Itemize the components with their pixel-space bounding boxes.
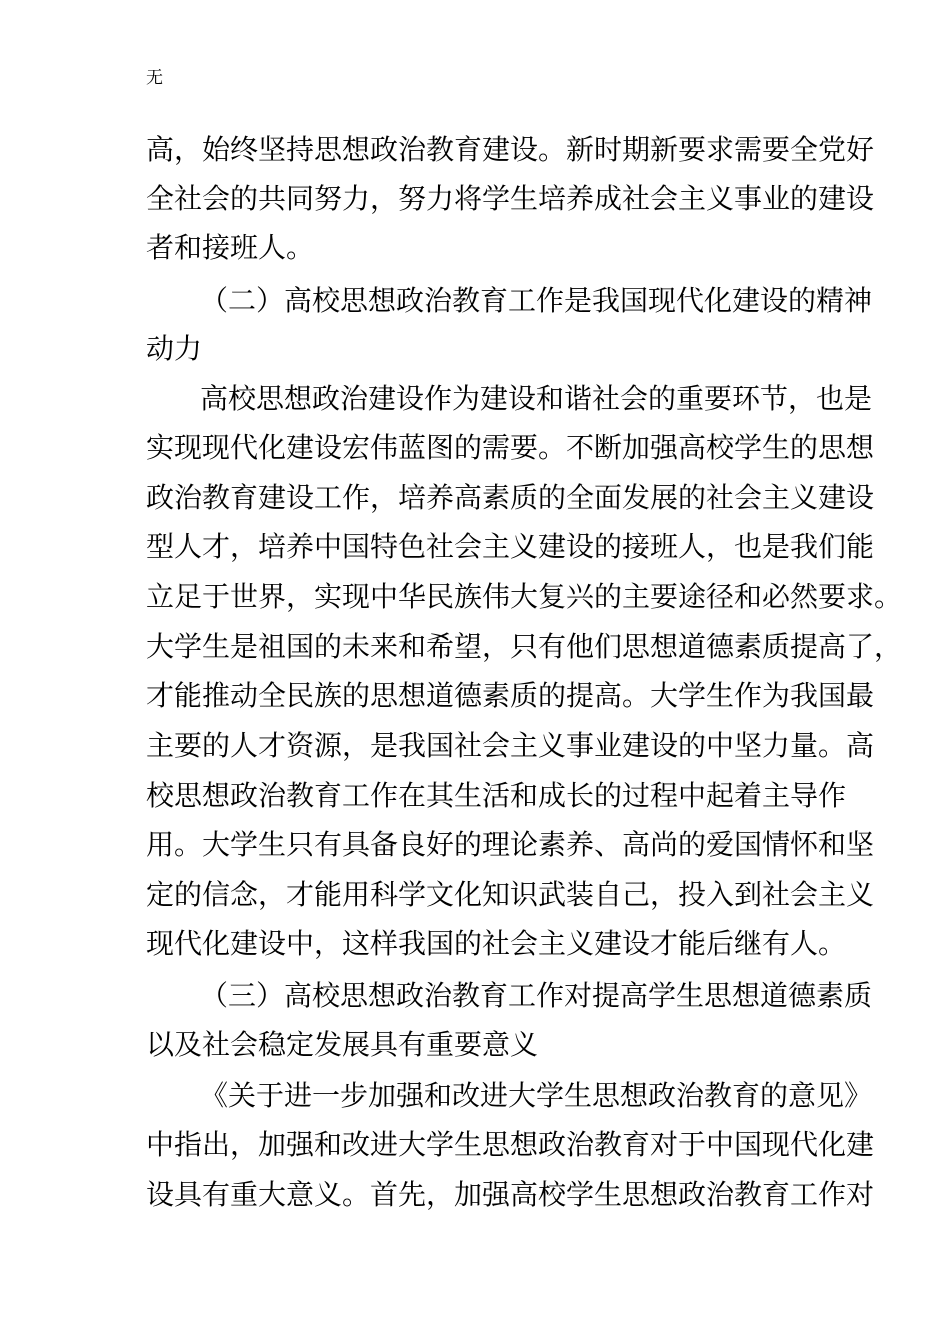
text-line: 高校思想政治建设作为建设和谐社会的重要环节，也是: [200, 382, 873, 415]
text-line: 大学生是祖国的未来和希望，只有他们思想道德素质提高了，: [146, 630, 903, 663]
section-heading-line: 以及社会稳定发展具有重要意义: [146, 1028, 539, 1061]
text-line: 全社会的共同努力，努力将学生培养成社会主义事业的建设: [146, 182, 875, 215]
text-line: 现代化建设中，这样我国的社会主义建设才能后继有人。: [146, 927, 847, 960]
text-line: 实现现代化建设宏伟蓝图的需要。不断加强高校学生的思想: [146, 431, 875, 464]
text-line: 校思想政治教育工作在其生活和成长的过程中起着主导作: [146, 779, 847, 812]
text-line: 高，始终坚持思想政治教育建设。新时期新要求需要全党好: [146, 133, 875, 166]
text-line: 《关于进一步加强和改进大学生思想政治教育的意见》: [200, 1079, 873, 1112]
text-line: 者和接班人。: [146, 231, 315, 264]
section-heading-line: （三）高校思想政治教育工作对提高学生思想道德素质: [200, 979, 873, 1012]
text-line: 定的信念，才能用科学文化知识武装自己，投入到社会主义: [146, 878, 875, 911]
page-header: 无: [146, 68, 163, 88]
text-line: 型人才，培养中国特色社会主义建设的接班人，也是我们能: [146, 530, 875, 563]
text-line: 用。大学生只有具备良好的理论素养、高尚的爱国情怀和坚: [146, 828, 875, 861]
text-line: 中指出，加强和改进大学生思想政治教育对于中国现代化建: [146, 1128, 875, 1161]
text-line: 设具有重大意义。首先，加强高校学生思想政治教育工作对: [146, 1178, 875, 1211]
section-heading-line: 动力: [146, 332, 203, 365]
text-line: 才能推动全民族的思想道德素质的提高。大学生作为我国最: [146, 679, 875, 712]
text-line: 政治教育建设工作，培养高素质的全面发展的社会主义建设: [146, 481, 875, 514]
text-line: 立足于世界，实现中华民族伟大复兴的主要途径和必然要求。: [146, 580, 903, 613]
section-heading-line: （二）高校思想政治教育工作是我国现代化建设的精神: [200, 284, 873, 317]
text-line: 主要的人才资源，是我国社会主义事业建设的中坚力量。高: [146, 729, 875, 762]
